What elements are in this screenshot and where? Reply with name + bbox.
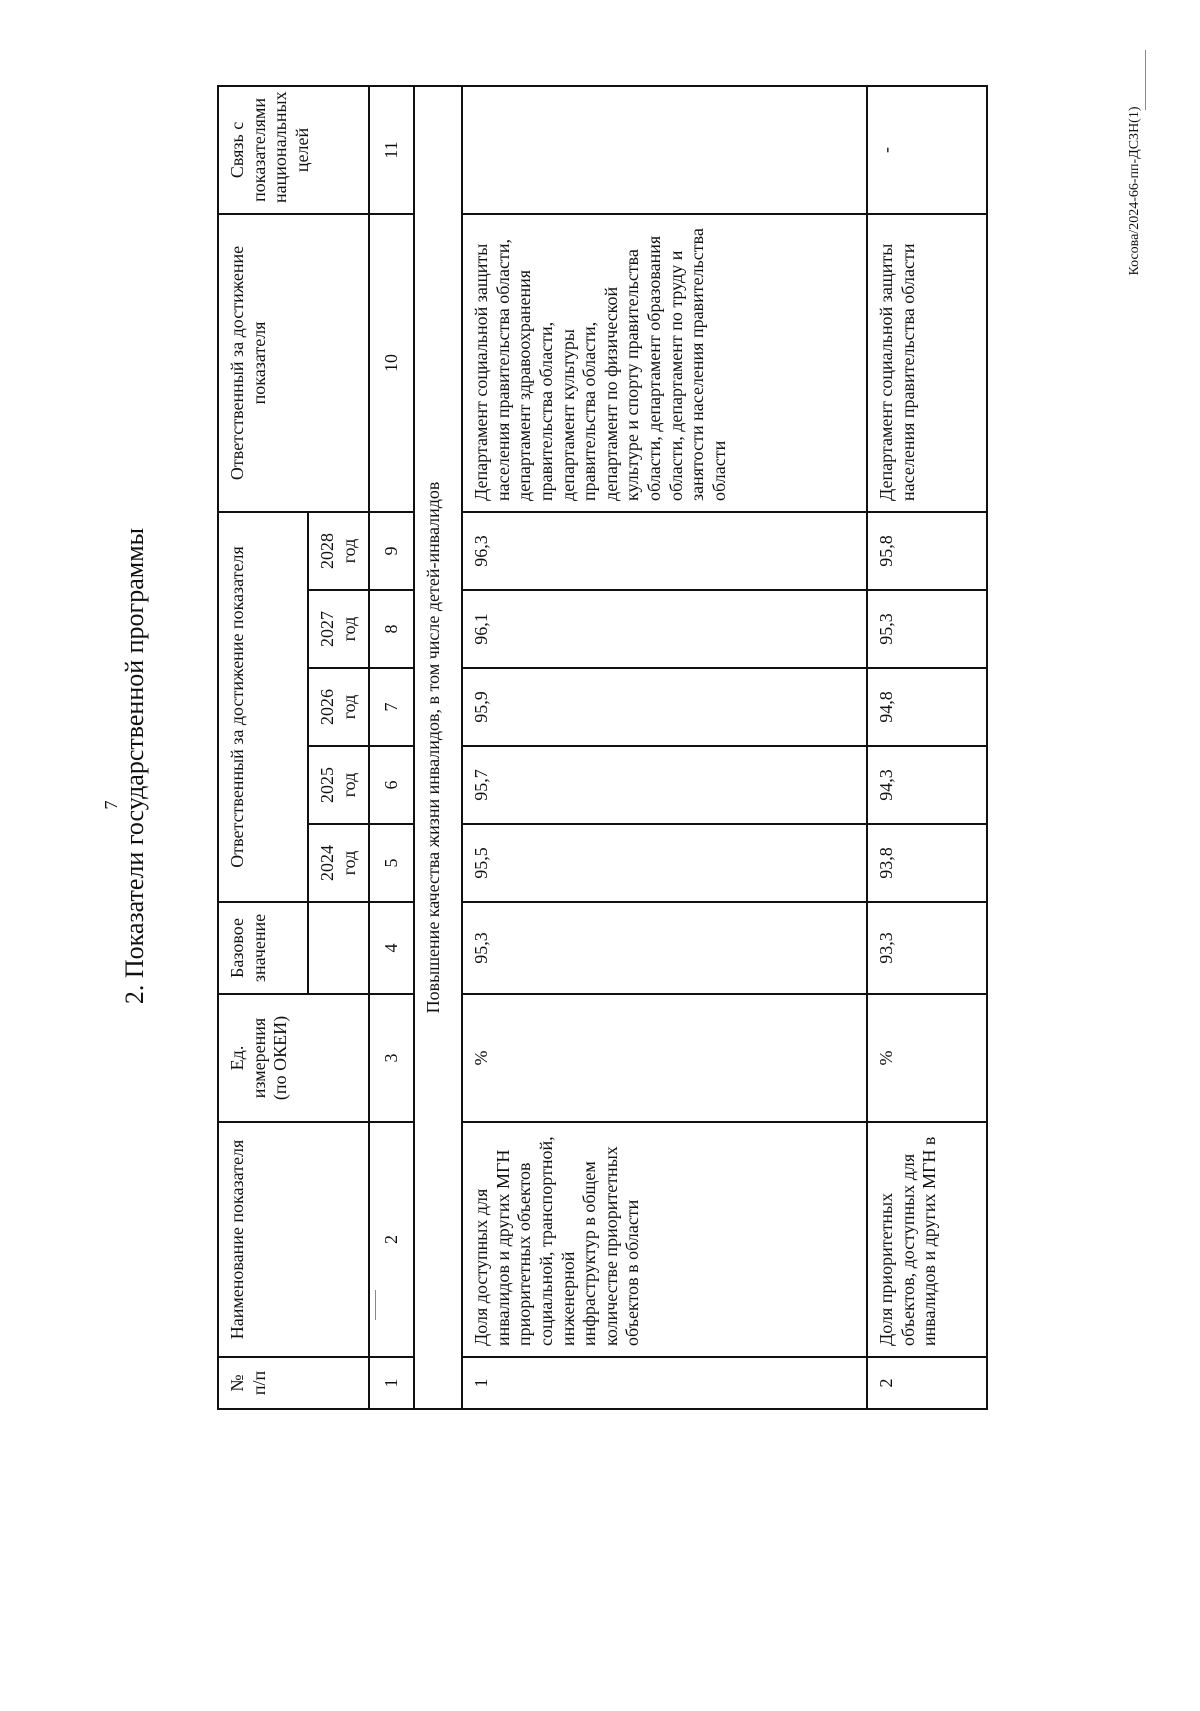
row-link [462, 86, 867, 214]
column-number: 10 [369, 214, 414, 512]
column-number: 11 [369, 86, 414, 214]
header-year-2028: 2028 год [308, 512, 369, 590]
row-value-2024: 93,8 [867, 824, 987, 902]
header-name: Наименование показателя [218, 1122, 369, 1357]
row-responsible: Департамент социальной защиты населения правительства области, департамент здравоохранения правительства области, департамент культуры правительства области, департамент по физической культуре и спорту правительства области, департамент образования области, департамент по труду и занятости населения правительства области [462, 214, 867, 512]
section-heading: Повышение качества жизни инвалидов, в том числе детей-инвалидов [414, 86, 462, 1409]
indicators-table [217, 85, 988, 1410]
header-year-2027: 2027 год [308, 590, 369, 668]
margin-mark [1145, 50, 1146, 110]
column-number: 1 [369, 1357, 414, 1409]
row-value-2027: 96,1 [462, 590, 867, 668]
row-value-2028: 96,3 [462, 512, 867, 590]
column-number-row [369, 86, 414, 1409]
row-num: 2 [867, 1357, 987, 1409]
row-name: Доля приоритетных объектов, доступных для инвалидов и других МГН в [867, 1122, 987, 1357]
table-row [867, 86, 987, 1409]
column-number: 5 [369, 824, 414, 902]
column-number: 6 [369, 746, 414, 824]
column-number: 7 [369, 668, 414, 746]
row-num: 1 [462, 1357, 867, 1409]
row-base-value: 95,3 [462, 902, 867, 994]
header-responsible: Ответственный за достижение показателя [218, 214, 369, 512]
page-number: 7 [101, 800, 121, 810]
column-number: 9 [369, 512, 414, 590]
row-value-2028: 95,8 [867, 512, 987, 590]
row-responsible: Департамент социальной защиты населения правительства области [867, 214, 987, 512]
header-num: № п/п [218, 1357, 369, 1409]
header-link: Связь с показателями национальных целей [218, 86, 369, 214]
document-code: Косова/2024-66-пп-ДСЗН(1) [1127, 106, 1142, 276]
page-title: 2. Показатели государственной программы [120, 527, 149, 1005]
table-row [462, 86, 867, 1409]
row-value-2025: 95,7 [462, 746, 867, 824]
header-year-2024: 2024 год [308, 824, 369, 902]
row-name: Доля доступных для инвалидов и других МГН приоритетных объектов социальной, транспортной, инженерной инфраструктур в общем количестве приоритетных объектов в области [462, 1122, 867, 1357]
column-number: 3 [369, 994, 414, 1122]
row-unit: % [867, 994, 987, 1122]
row-value-2024: 95,5 [462, 824, 867, 902]
row-unit: % [462, 994, 867, 1122]
column-number: 8 [369, 590, 414, 668]
column-number: 2 [369, 1122, 414, 1357]
row-link: - [867, 86, 987, 214]
header-year-2026: 2026 год [308, 668, 369, 746]
row-value-2025: 94,3 [867, 746, 987, 824]
header-base-empty [308, 902, 369, 994]
indicators-table-rotated [217, 87, 1082, 1410]
header-year-2025: 2025 год [308, 746, 369, 824]
row-value-2026: 94,8 [867, 668, 987, 746]
header-values-group: Ответственный за достижение показателя [218, 512, 308, 902]
row-base-value: 93,3 [867, 902, 987, 994]
row-value-2027: 95,3 [867, 590, 987, 668]
row-value-2026: 95,9 [462, 668, 867, 746]
column-number: 4 [369, 902, 414, 994]
header-unit: Ед. измерения (по ОКЕИ) [218, 994, 369, 1122]
header-base: Базовое значение [218, 902, 308, 994]
